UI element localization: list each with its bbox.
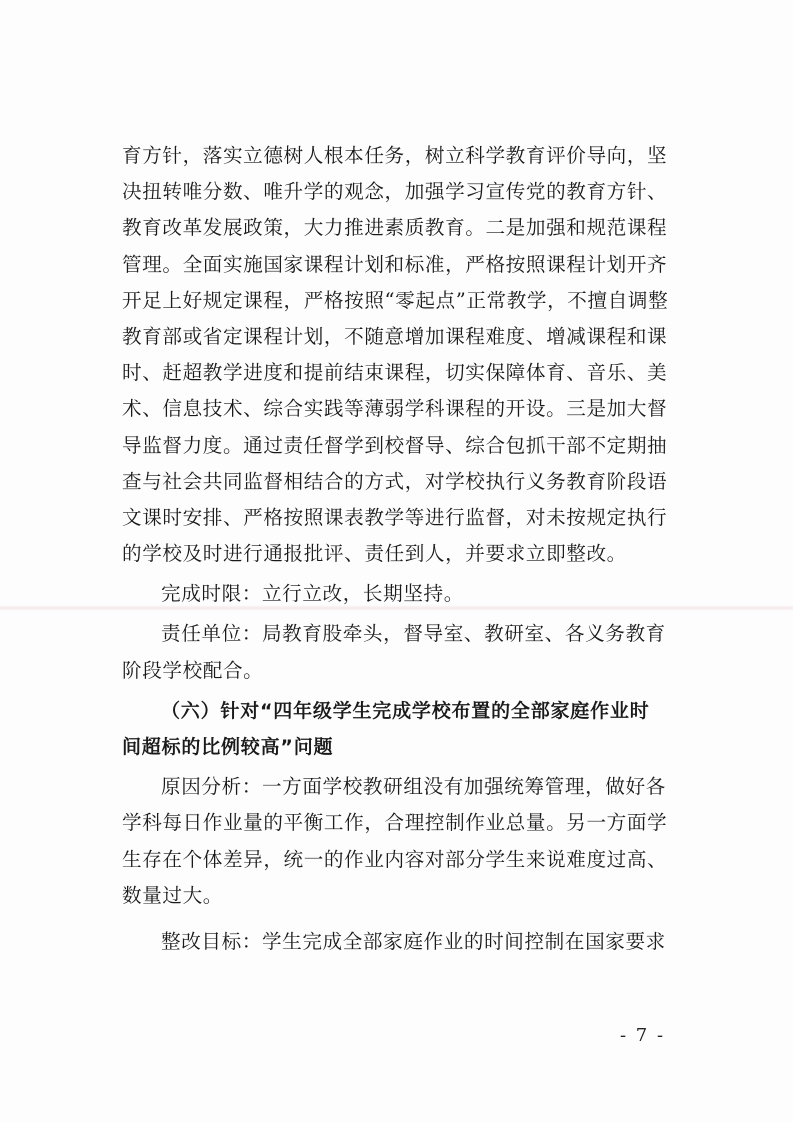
- text-line: 的学校及时进行通报批评、责任到人，并要求立即整改。: [122, 542, 627, 566]
- text-line: 管理。全面实施国家课程计划和标准，严格按照课程计划开齐: [122, 252, 668, 276]
- text-line: 教育改革发展政策，大力推进素质教育。二是加强和规范课程: [122, 216, 668, 240]
- text-line: 开足上好规定课程，严格按照“零起点”正常教学，不擅自调整: [122, 288, 669, 312]
- section-heading: 间超标的比例较高”问题: [122, 736, 334, 758]
- cause-analysis-line: 生存在个体差异，统一的作业内容对部分学生来说难度过高、: [122, 847, 668, 871]
- responsible-unit-line: 责任单位：局教育股牵头，督导室、教研室、各义务教育: [161, 622, 666, 646]
- cause-analysis-line: 原因分析：一方面学校教研组没有加强统筹管理，做好各: [161, 775, 666, 799]
- text-line: 决扭转唯分数、唯升学的观念，加强学习宣传党的教育方针、: [122, 180, 668, 204]
- text-line: 导监督力度。通过责任督学到校督导、综合包抓干部不定期抽: [122, 433, 668, 457]
- deadline-line: 完成时限：立行立改，长期坚持。: [161, 582, 464, 606]
- scan-artifact-band: [0, 605, 793, 611]
- text-line: 查与社会共同监督相结合的方式，对学校执行义务教育阶段语: [122, 469, 668, 493]
- responsible-unit-line: 阶段学校配合。: [122, 658, 264, 682]
- cause-analysis-line: 数量过大。: [122, 883, 223, 907]
- cause-analysis-line: 学科每日作业量的平衡工作，合理控制作业总量。另一方面学: [122, 811, 668, 835]
- text-line: 教育部或省定课程计划，不随意增加课程难度、增减课程和课: [122, 324, 668, 348]
- text-line: 育方针，落实立德树人根本任务，树立科学教育评价导向，坚: [122, 144, 668, 167]
- text-line: 文课时安排、严格按照课表教学等进行监督，对未按规定执行: [122, 505, 668, 529]
- document-body: [122, 138, 677, 960]
- page-number: - 7 -: [620, 1025, 666, 1046]
- text-line: 时、赶超教学进度和提前结束课程，切实保障体育、音乐、美: [122, 361, 668, 385]
- rectification-goal-line: 整改目标：学生完成全部家庭作业的时间控制在国家要求: [161, 929, 666, 953]
- section-heading: （六）针对“四年级学生完成学校布置的全部家庭作业时: [161, 699, 650, 722]
- text-line: 术、信息技术、综合实践等薄弱学科课程的开设。三是加大督: [122, 397, 668, 421]
